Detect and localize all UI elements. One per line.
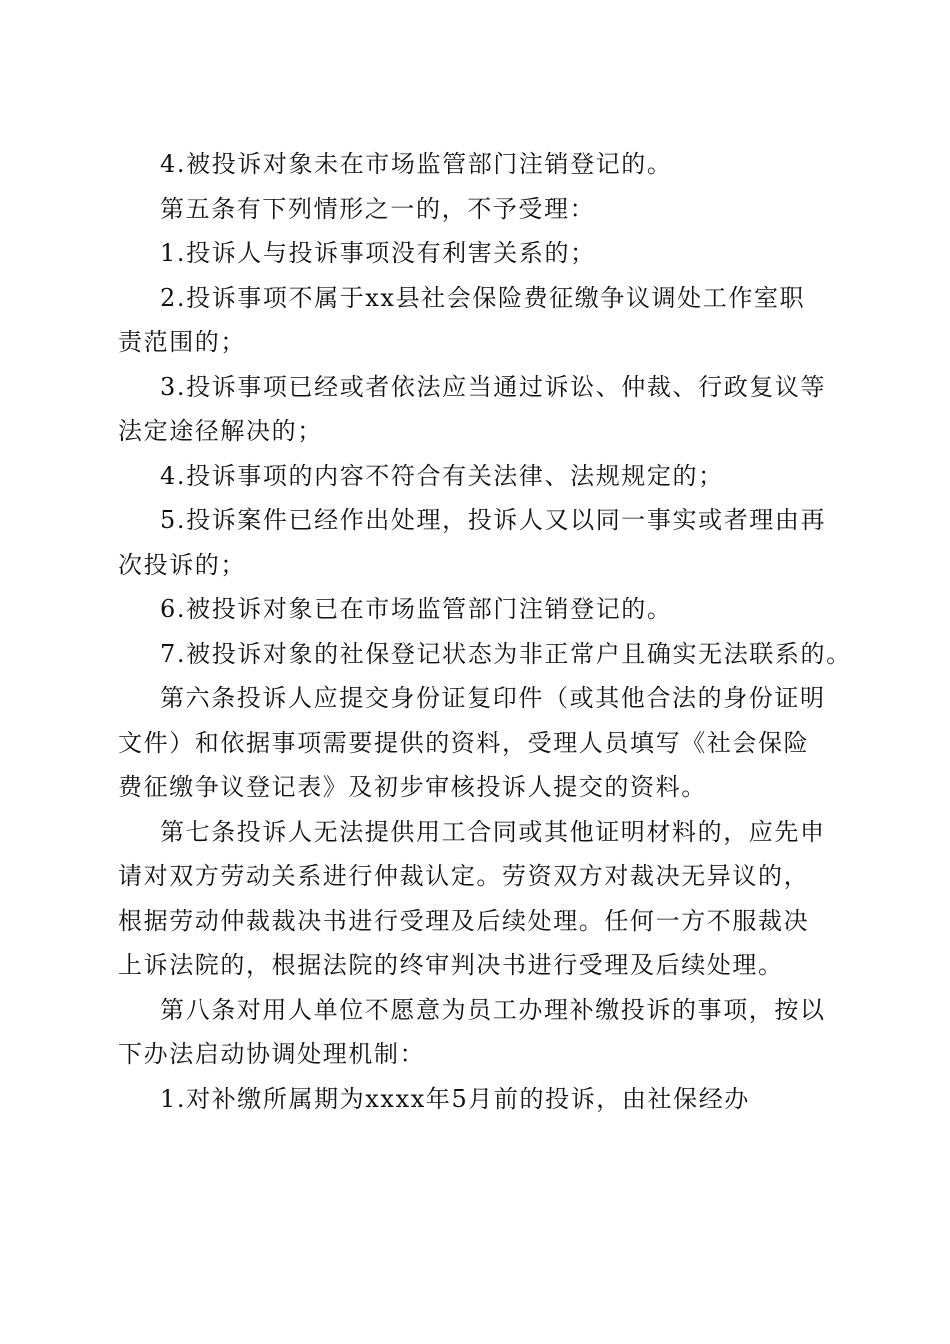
document-body <box>118 142 852 1121</box>
paragraph-line: 3.投诉事项已经或者依法应当通过诉讼、仲裁、行政复议等 <box>160 372 827 401</box>
paragraph-line: 1.对补缴所属期为xxxx年5月前的投诉，由社保经办 <box>160 1084 750 1113</box>
paragraph-line-continuation: 法定途径解决的； <box>118 417 323 445</box>
paragraph-line: 2.投诉事项不属于xx县社会保险费征缴争议调处工作室职 <box>160 283 806 312</box>
article-6-line: 第六条投诉人应提交身份证复印件（或其他合法的身份证明 <box>160 684 826 712</box>
paragraph-line-continuation: 下办法启动协调处理机制： <box>118 1040 426 1068</box>
article-7-line: 第七条投诉人无法提供用工合同或其他证明材料的，应先申 <box>160 817 826 846</box>
paragraph-line-continuation: 请对双方劳动关系进行仲裁认定。劳资双方对裁决无异议的， <box>118 862 810 890</box>
paragraph-line: 1.投诉人与投诉事项没有利害关系的； <box>160 239 596 267</box>
article-5-heading: 第五条有下列情形之一的，不予受理： <box>160 194 596 223</box>
paragraph-line: 7.被投诉对象的社保登记状态为非正常户且确实无法联系的。 <box>160 639 852 668</box>
article-8-line: 第八条对用人单位不愿意为员工办理补缴投诉的事项，按以 <box>160 995 826 1024</box>
paragraph-line-continuation: 根据劳动仲裁裁决书进行受理及后续处理。任何一方不服裁决 <box>118 906 810 935</box>
paragraph-line-continuation: 文件）和依据事项需要提供的资料，受理人员填写《社会保险 <box>118 728 810 757</box>
paragraph-line-continuation: 费征缴争议登记表》及初步审核投诉人提交的资料。 <box>118 773 707 801</box>
paragraph-line: 6.被投诉对象已在市场监管部门注销登记的。 <box>160 595 673 623</box>
paragraph-line-continuation: 上诉法院的，根据法院的终审判决书进行受理及后续处理。 <box>118 951 784 979</box>
paragraph-line-continuation: 次投诉的； <box>118 550 246 579</box>
paragraph-line: 4.投诉事项的内容不符合有关法律、法规规定的； <box>160 461 724 490</box>
paragraph-line-continuation: 责范围的； <box>118 328 246 356</box>
paragraph-line: 5.投诉案件已经作出处理，投诉人又以同一事实或者理由再 <box>160 506 827 534</box>
paragraph-line: 4.被投诉对象未在市场监管部门注销登记的。 <box>160 150 673 178</box>
